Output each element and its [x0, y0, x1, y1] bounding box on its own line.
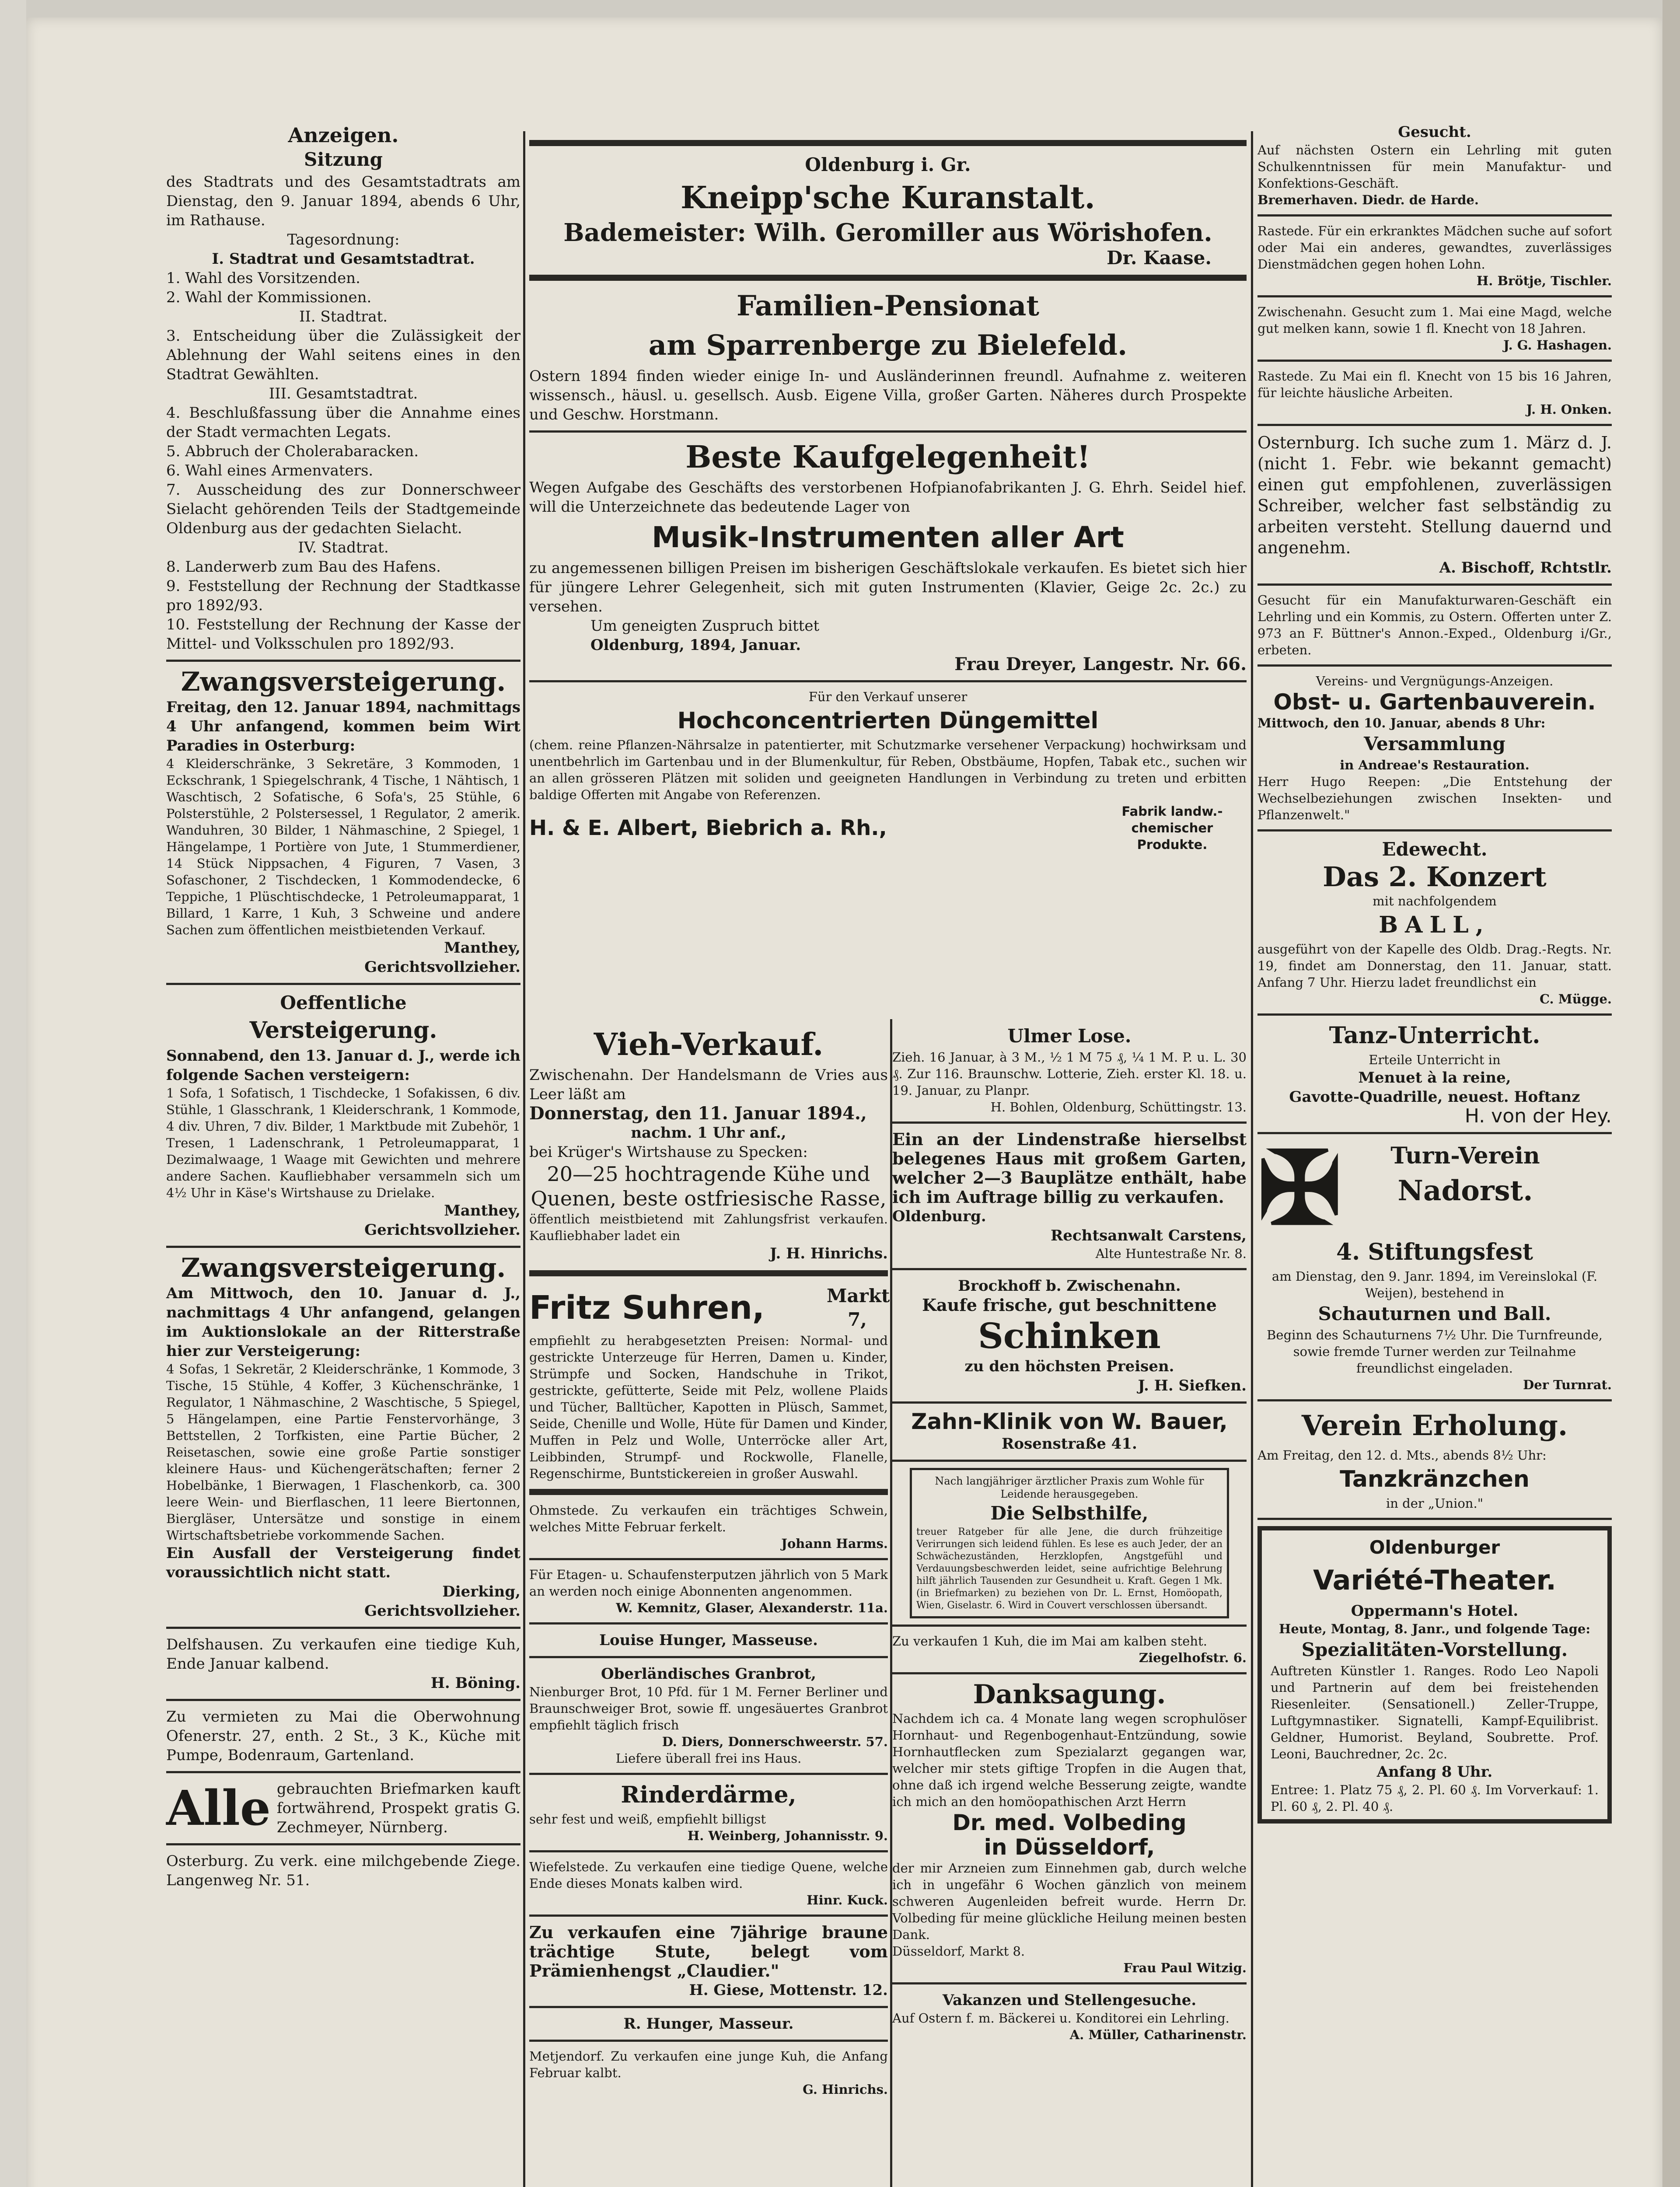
musik-date: Oldenburg, 1894, Januar. [590, 636, 801, 654]
stiftungsfest-text: am Dienstag, den 9. Janr. 1894, im Vereinslokal (F. Weijen), bestehend in [1271, 1269, 1598, 1300]
granbrot-title: Oberländisches Granbrot, [601, 1665, 817, 1683]
heavy-rule [529, 1489, 888, 1495]
rastede-ad-2: Rastede. Zu Mai ein fl. Knecht von 15 bis 16 Jahren, für leichte häusliche Arbeiten. [1257, 369, 1612, 400]
kuh-ad: Zu verkaufen 1 Kuh, die im Mai am kalben steht. [892, 1634, 1207, 1649]
musik-sign: Frau Dreyer, Langestr. Nr. 66. [954, 654, 1247, 674]
lindenstrasse-ad: Ein an der Lindenstraße hierselbst belegenes Haus mit großem Garten, welcher 2—3 Bauplätze enthält, habe ich im Auftrage billig zu verkaufen. [892, 1129, 1247, 1207]
albert-firm-subtitle: Fabrik landw.- chemischer Produkte. [1121, 804, 1223, 852]
signature: J. G. Hashagen. [1503, 338, 1612, 353]
signature: Ziegelhofstr. 6. [1139, 1650, 1247, 1665]
signature: H. Bohlen, Oldenburg, Schüttingstr. 13. [990, 1100, 1247, 1114]
obst-text: Herr Hugo Reepen: „Die Entstehung der Wechselbeziehungen zwischen Insekten- und Pflanzenwelt." [1257, 774, 1612, 822]
danksagung-text2: der mir Arzneien zum Einnehmen gab, durch welche ich in ungefähr 6 Wochen gänzlich von meinem schweren Augenleiden befreit wurde. Herrn Dr. Volbeding für meine glückliche Heilung meinen besten Dank. [892, 1861, 1247, 1942]
column-rule-2 [1251, 131, 1253, 2187]
schinken-head: Brockhoff b. Zwischenahn. [958, 1277, 1181, 1295]
gesucht-title: Gesucht. [1398, 123, 1471, 141]
danksagung-city: in Düsseldorf, [984, 1834, 1155, 1860]
versteigerung-body: 1 Sofa, 1 Sofatisch, 1 Tischdecke, 1 Sofakissen, 6 div. Stühle, 1 Glasschrank, 1 Kleiderschrank, 1 Kommode, 4 div. Uhren, 7 div. Bilder, 1 Marktbude mit Zubehör, 1 Tresen, 1 Ladenschrank, 1 Petroleumapparat, 1 Dezimalwaage, 1 Waage mit Gewichten und mehrere andere Sachen. Kaufliebhaber versammeln sich um 4½ Uhr in Käse's Wirtshause zu Drielake. [166, 1086, 520, 1200]
heavy-rule [529, 140, 1247, 146]
beste-kaufgelegenheit-text: Wegen Aufgabe des Geschäfts des verstorbenen Hofpianofabrikanten J. G. Ehrh. Seidel hief. will die Unterzeichnete das bedeutende Lager von [529, 479, 1247, 516]
granbrot-note: Liefere überall frei ins Haus. [615, 1751, 802, 1766]
stiftungsfest-title: 4. Stiftungsfest [1336, 1239, 1533, 1265]
divider [529, 1914, 888, 1917]
danksagung-title: Danksagung. [973, 1679, 1166, 1710]
agenda-item: 2. Wahl der Kommissionen. [166, 289, 372, 306]
divider [1257, 1013, 1612, 1016]
signature-title: Gerichtsvollzieher. [364, 1221, 520, 1239]
familien-pensionat-title: Familien-Pensionat [736, 290, 1040, 322]
vakanzen-title: Vakanzen und Stellengesuche. [942, 1991, 1197, 2009]
divider [166, 1771, 520, 1773]
obst-location: in Andreae's Restauration. [1340, 758, 1530, 772]
section-heading: II. Stadtrat. [299, 308, 388, 325]
signature: Bremerhaven. Diedr. de Harde. [1257, 192, 1479, 207]
familien-pensionat-text: Ostern 1894 finden wieder einige In- und Ausländerinnen freundl. Aufnahme z. weiteren wissensch., häusl. u. gesellsch. Ausb. Eigene Villa, großer Garten. Näheres durch Prospekte und Geschw. Horstmann. [529, 367, 1247, 423]
zwischenahn-ad: Zwischenahn. Gesucht zum 1. Mai eine Magd, welche gut melken kann, sowie 1 fl. Knecht von 18 Jahren. [1257, 304, 1612, 336]
vieh-text2: bei Krüger's Wirtshause zu Specken: [529, 1143, 808, 1161]
zahn-klinik-addr: Rosenstraße 41. [1002, 1435, 1137, 1453]
divider [1257, 829, 1612, 831]
signature: G. Hinrichs. [803, 2082, 888, 2097]
column-rule-1 [523, 131, 525, 2187]
signature: W. Kemnitz, Glaser, Alexanderstr. 11a. [616, 1600, 888, 1615]
selbsthilfe-title: Die Selbsthilfe, [990, 1502, 1149, 1524]
erholung-location: in der „Union." [1386, 1496, 1484, 1511]
signature: H. Brötje, Tischler. [1476, 273, 1612, 288]
variete-city: Oldenburger [1369, 1537, 1500, 1558]
agenda-item: 5. Abbruch der Cholerabaracken. [166, 443, 419, 460]
ohmstede-ad: Ohmstede. Zu verkaufen ein trächtiges Schwein, welches Mitte Februar ferkelt. [529, 1503, 888, 1534]
hunger-masseur-ad: R. Hunger, Masseur. [623, 2015, 794, 2033]
signature: A. Bischoff, Rchtstlr. [1439, 559, 1612, 576]
column-middle-left [529, 1024, 888, 2098]
selbsthilfe-text: treuer Ratgeber für alle Jene, die durch frühzeitige Verirrungen sich leidend fühlen. Es lese es auch Jeder, der an Schwächezuständen, Herzklopfen, Angstgefühl und Verdauungsbeschwerden leidet, seine aufrichtige Belehrung hilft jährlich Tausenden zur Gesundheit u. Kraft. Gegen 1 Mk. (in Briefmarken) zu beziehen von Dr. L. Ernst, Homöopath, Wien, Giselastr. 6. Wird in Couvert verschlossen übersandt. [916, 1527, 1222, 1611]
rinderdaerme-text: sehr fest und weiß, empfiehlt billigst [529, 1812, 766, 1827]
vieh-time: nachm. 1 Uhr anf., [631, 1124, 786, 1142]
hunger-ad: Louise Hunger, Masseuse. [599, 1632, 818, 1649]
signature: Manthey, [444, 939, 520, 957]
zahn-klinik-title: Zahn-Klinik von W. Bauer, [911, 1409, 1228, 1434]
alle-big-word: Alle [166, 1780, 271, 1836]
divider [529, 1622, 888, 1625]
vieh-big: 20—25 hochtragende Kühe und Quenen, beste ostfriesische Rasse, [531, 1162, 887, 1210]
variete-spezial: Spezialitäten-Vorstellung. [1301, 1639, 1568, 1660]
konzert-title: Das 2. Konzert [1323, 861, 1547, 893]
rinderdaerme-title: Rinderdärme, [621, 1782, 796, 1808]
verein-erholung-title: Verein Erholung. [1301, 1409, 1568, 1442]
divider [529, 1850, 888, 1852]
tanzkraenzchen-title: Tanzkränzchen [1340, 1466, 1530, 1492]
divider [1257, 1518, 1612, 1520]
lindenstrasse-place: Oldenburg. [892, 1208, 986, 1225]
divider [529, 430, 1247, 433]
divider [1257, 1132, 1612, 1134]
oeffentliche-title: Oeffentliche [280, 992, 407, 1013]
versteigerung-head: Sonnabend, den 13. Januar d. J., werde ich folgende Sachen versteigern: [166, 1047, 520, 1084]
danksagung-text: Nachdem ich ca. 4 Monate lang wegen scrophulöser Hornhaut- und Regenbogenhaut-Entzündung, sowie Hornhautflecken zum Spezialarzt gegangen war, welcher mir stets giftige Tropfen in die Augen that, ohne daß ich irgend welche Besserung zeigte, wandte ich mich an den homöopathischen Arzt Herrn [892, 1711, 1247, 1809]
signature: J. H. Hinrichs. [770, 1245, 888, 1262]
etagen-ad: Für Etagen- u. Schaufensterputzen jährlich von 5 Mark an werden noch einige Abonnenten angenommen. [529, 1567, 888, 1599]
divider [892, 1401, 1247, 1404]
fritz-suhren-addr: Markt 7, [827, 1285, 890, 1330]
schauturnen-title: Schauturnen und Ball. [1318, 1303, 1551, 1324]
signature: H. Böning. [430, 1674, 520, 1692]
obst-date: Mittwoch, den 10. Januar, abends 8 Uhr: [1257, 716, 1546, 730]
stute-ad: Zu verkaufen eine 7jährige braune trächtige Stute, belegt vom Prämienhengst „Claudier." [529, 1922, 888, 1981]
column-middle [529, 122, 1247, 853]
wiefelstede-ad: Wiefelstede. Zu verkaufen eine tiedige Quene, welche Ende dieses Monats kalben wird. [529, 1859, 888, 1891]
sparrenberge-title: am Sparrenberge zu Bielefeld. [648, 329, 1128, 362]
delfshausen-ad: Delfshausen. Zu verkaufen eine tiedige Kuh, Ende Januar kalbend. [166, 1636, 520, 1673]
danksagung-doctor: Dr. med. Volbeding [952, 1810, 1187, 1835]
kneipp-title: Kneipp'sche Kuranstalt. [681, 179, 1095, 216]
signature: Frau Paul Witzig. [1123, 1960, 1247, 1975]
vieh-date: Donnerstag, den 11. Januar 1894., [529, 1103, 867, 1124]
column-right [1257, 122, 1612, 1824]
schinken-text: zu den höchsten Preisen. [964, 1358, 1174, 1375]
beste-kaufgelegenheit-title: Beste Kaufgelegenheit! [685, 439, 1090, 475]
divider [529, 1656, 888, 1658]
stiftungsfest-text2: Beginn des Schauturnens 7½ Uhr. Die Turnfreunde, sowie fremde Turner werden zur Teilnahme freundlichst eingeladen. [1267, 1328, 1603, 1376]
divider [529, 1558, 888, 1560]
schinken-big: Schinken [978, 1315, 1161, 1356]
divider [1257, 1399, 1612, 1401]
heavy-rule [529, 275, 1247, 281]
sitzung-title: Sitzung [304, 149, 383, 170]
signature-addr: Alte Huntestraße Nr. 8. [1095, 1246, 1247, 1261]
variete-entry: Entree: 1. Platz 75 ₰, 2. Pl. 60 ₰. Im Vorverkauf: 1. Pl. 60 ₰, 2. Pl. 40 ₰. [1271, 1782, 1599, 1814]
agenda-item: 4. Beschlußfassung über die Annahme eines der Stadt vermachten Legats. [166, 404, 520, 441]
divider [529, 2040, 888, 2042]
column-middle-right [892, 1024, 1247, 2043]
divider [1257, 664, 1612, 667]
divider [1257, 424, 1612, 426]
duenge-intro: Für den Verkauf unserer [808, 689, 967, 704]
anzeigen-heading: Anzeigen. [288, 123, 399, 147]
signature-title: Gerichtsvollzieher. [364, 958, 520, 976]
divider [892, 1121, 1247, 1124]
zwangsversteigerung-1-head: Freitag, den 12. Januar 1894, nachmittags 4 Uhr anfangend, kommen beim Wirt Paradies in Osterburg: [166, 699, 520, 755]
zwangsversteigerung-2-note: Ein Ausfall der Versteigerung findet voraussichtlich nicht statt. [166, 1544, 520, 1581]
versteigerung-title: Versteigerung. [249, 1017, 437, 1044]
divider [166, 1246, 520, 1248]
turnverein-cross-icon: ✠ [1257, 1140, 1342, 1237]
agenda-item: 6. Wahl eines Armenvaters. [166, 462, 374, 479]
agenda-item: 3. Entscheidung über die Zulässigkeit der Ablehnung der Wahl seitens eines in den Stadtrat Gewählten. [166, 327, 520, 383]
selbsthilfe-pre: Nach langjähriger ärztlicher Praxis zum Wohle für Leidende herausgegeben. [935, 1475, 1204, 1500]
danksagung-place: Düsseldorf, Markt 8. [892, 1944, 1025, 1959]
tanz-gavotte: Gavotte-Quadrille, neuest. Hoftanz [1289, 1088, 1580, 1106]
sitzung-intro: des Stadtrats und des Gesamtstadtrats am Dienstag, den 9. Januar 1894, abends 6 Uhr, im Rathause. [166, 173, 520, 229]
nadorst-title: Nadorst. [1397, 1174, 1533, 1207]
duenge-text: (chem. reine Pflanzen-Nährsalze in patentierter, mit Schutzmarke versehener Verpackung) hochwirksam und unentbehrlich im Gartenbau und in der Blumenkultur, für Reben, Obstbäume, Hopfen, Tabak etc., suchen wir an allen grösseren Plätzen mit soliden und geeigneten Handlungen in Verbindung zu treten und erbitten baldige Offerten mit Angabe von Referenzen. [529, 737, 1247, 802]
agenda-item: 8. Landerwerb zum Bau des Hafens. [166, 558, 441, 576]
signature: C. Mügge. [1539, 992, 1612, 1006]
section-heading: IV. Stadtrat. [298, 539, 389, 556]
divider [892, 1625, 1247, 1627]
osterburg-ad: Osterburg. Zu verk. eine milchgebende Ziege. Langenweg Nr. 51. [166, 1852, 520, 1889]
variete-title: Variété-Theater. [1313, 1564, 1556, 1596]
ulmer-lose-text: Zieh. 16 Januar, à 3 M., ½ 1 M 75 ₰, ¼ 1 M. P. u. L. 30 ₰. Zur 116. Braunschw. Lotterie, Zieh. erster Kl. 18. u. 19. Januar, zu Planpr. [892, 1050, 1247, 1098]
divider [166, 983, 520, 985]
zwangsversteigerung-2-title: Zwangsversteigerung. [181, 1253, 506, 1283]
variete-date: Heute, Montag, 8. Janr., und folgende Tage: [1278, 1621, 1591, 1636]
versammlung-title: Versammlung [1364, 733, 1505, 755]
signature: H. Weinberg, Johannisstr. 9. [687, 1828, 888, 1843]
briefmarken-ad: gebrauchten Briefmarken kauft fortwährend, Prospekt gratis G. Zechmeyer, Nürnberg. [276, 1780, 520, 1836]
osternburg-ad: Osternburg. Ich suche zum 1. März d. J. (nicht 1. Febr. wie bekannt gemacht) einen gut empfohlenen, zuverlässigen Schreiber, welcher fast selbständig zu arbeiten versteht. Stellung dauernd und angenehm. [1257, 433, 1612, 557]
signature: Manthey, [444, 1202, 520, 1219]
granbrot-text: Nienburger Brot, 10 Pfd. für 1 M. Ferner Berliner und Braunschweiger Brot, sowie ff. ungesäuertes Granbrot empfiehlt täglich frisch [529, 1684, 888, 1733]
zwangsversteigerung-1-title: Zwangsversteigerung. [181, 667, 506, 697]
signature: Der Turnrat. [1523, 1377, 1612, 1392]
divider [892, 1460, 1247, 1462]
kneipp-place: Oldenburg i. Gr. [805, 154, 971, 175]
konzert-text: ausgeführt von der Kapelle des Oldb. Drag.-Regts. Nr. 19, findet am Donnerstag, den 11. Januar, statt. Anfang 7 Uhr. Hierzu ladet freundlichst ein [1257, 942, 1612, 990]
variete-hotel: Oppermann's Hotel. [1351, 1602, 1519, 1620]
divider [529, 680, 1247, 682]
divider [529, 1773, 888, 1775]
divider [529, 2006, 888, 2008]
divider [166, 1843, 520, 1845]
vieh-verkauf-title: Vieh-Verkauf. [594, 1026, 824, 1062]
signature: Dierking, [442, 1583, 520, 1600]
signature: Hinr. Kuck. [807, 1893, 888, 1908]
heavy-rule [529, 1270, 888, 1276]
divider [892, 1982, 1247, 1984]
signature: H. Giese, Mottenstr. 12. [689, 1981, 888, 1999]
section-heading: III. Gesamtstadtrat. [269, 385, 418, 402]
divider [892, 1672, 1247, 1674]
signature: H. von der Hey. [1464, 1105, 1612, 1127]
agenda-item: 7. Ausscheidung des zur Donnerschweer Sielacht gehörenden Teils der Stadtgemeinde Oldenburg aus der gedachten Sielacht. [166, 481, 520, 537]
page-edge-right [1663, 0, 1680, 2187]
section-heading: I. Stadtrat und Gesamtstadtrat. [212, 250, 475, 268]
kneipp-doctor: Dr. Kaase. [1107, 247, 1212, 269]
signature: D. Diers, Donnerschweerstr. 57. [662, 1734, 888, 1749]
gesucht-text: Auf nächsten Ostern ein Lehrling mit guten Schulkenntnissen für mein Manufaktur- und Konfektions-Geschäft. [1257, 143, 1612, 191]
kneipp-line: Bademeister: Wilh. Geromiller aus Wörishofen. [563, 218, 1212, 247]
divider [1257, 214, 1612, 217]
edewecht-title: Edewecht. [1382, 838, 1488, 860]
divider [166, 1699, 520, 1701]
variete-start: Anfang 8 Uhr. [1376, 1763, 1493, 1781]
albert-firm: H. & E. Albert, Biebrich a. Rh., [529, 816, 887, 840]
ball-title: BALL, [1379, 912, 1491, 938]
turnverein-title: Turn-Verein [1390, 1142, 1540, 1169]
tanz-text: Erteile Unterricht in [1369, 1052, 1501, 1067]
vereins-heading: Vereins- und Vergnügungs-Anzeigen. [1316, 674, 1554, 688]
divider [892, 1268, 1247, 1270]
vermieten-ad: Zu vermieten zu Mai die Oberwohnung Ofenerstr. 27, enth. 2 St., 3 K., Küche mit Pumpe, Bodenraum, Gartenland. [166, 1708, 520, 1764]
vieh-text3: öffentlich meistbietend mit Zahlungsfrist verkaufen. Kaufliebhaber ladet ein [529, 1212, 888, 1243]
column-left [166, 122, 520, 1890]
tagesordnung: Tagesordnung: [287, 231, 400, 248]
signature: A. Müller, Catharinenstr. [1069, 2027, 1247, 2042]
musik-instrumenten-title: Musik-Instrumenten aller Art [652, 521, 1124, 554]
manufaktur-ad: Gesucht für ein Manufakturwaren-Geschäft ein Lehrling und ein Kommis, zu Ostern. Offerten unter Z. 973 an F. Büttner's Annon.-Exped., Oldenburg i/Gr., erbeten. [1257, 593, 1612, 657]
obst-verein-title: Obst- u. Gartenbauverein. [1273, 689, 1596, 715]
vakanzen-text: Auf Ostern f. m. Bäckerei u. Konditorei ein Lehrling. [892, 2011, 1229, 2026]
agenda-item: 10. Feststellung der Rechnung der Kasse der Mittel- und Volksschulen pro 1892/93. [166, 616, 520, 653]
signature-title: Gerichtsvollzieher. [364, 1602, 520, 1620]
metjendorf-ad: Metjendorf. Zu verkaufen eine junge Kuh, die Anfang Februar kalbt. [529, 2049, 888, 2080]
rastede-ad-1: Rastede. Für ein erkranktes Mädchen suche auf sofort oder Mai ein anderes, gewandtes, zuverlässiges Dienstmädchen gegen hohen Lohn. [1257, 224, 1612, 272]
zwangsversteigerung-2-body: 4 Sofas, 1 Sekretär, 2 Kleiderschränke, 1 Kommode, 3 Tische, 15 Stühle, 4 Koffer, 3 Küchenschränke, 1 Regulator, 1 Nähmaschine, 2 Waschtische, 5 Spiegel, 5 Hängelampen, eine Partie Fenstervorhänge, 3 Bettstellen, 2 Torfkisten, eine Partie Bücher, 2 Reisetaschen, sowie eine große Partie sonstiger kleinere Haus- und Küchengerätschaften; ferner 2 Hobelbänke, 1 Bierwagen, 1 Flaschenkorb, ca. 300 leere Wein- und Bierflaschen, 11 leere Biertonnen, Biergläser, Untersätze und sonstige in einem Wirtschaftsbetriebe vorkommende Sachen. [166, 1362, 520, 1543]
tanz-menuet: Menuet à la reine, [1358, 1069, 1511, 1087]
zwangsversteigerung-2-head: Am Mittwoch, den 10. Januar d. J., nachmittags 4 Uhr anfangend, gelangen im Auktionslokale an der Ritterstraße hier zur Versteigerung: [166, 1285, 520, 1360]
agenda-item: 9. Feststellung der Rechnung der Stadtkasse pro 1892/93. [166, 577, 520, 614]
musik-text: zu angemessenen billigen Preisen im bisherigen Geschäftslokale verkaufen. Es bietet sich hier für jüngere Lehrer Gelegenheit, sich mit guten Instrumenten (Klavier, Geige 2c. 2c.) zu versehen. [529, 559, 1247, 615]
divider [1257, 360, 1612, 362]
page-edge-left [0, 0, 26, 2187]
fritz-suhren-text: empfiehlt zu herabgesetzten Preisen: Normal- und gestrickte Unterzeuge für Herren, Damen u. Kinder, Strümpfe und Socken, Handschuhe in Trikot, gestrickte, gefütterte, Seide mit Pelz, wollene Plaids und Tücher, Balltücher, Kapotten in Plüsch, Sammet, Seide, Chenille und Wolle, Hüte für Damen und Kinder, Muffen in Pelz und Wolle, Unterröcke aller Art, Leibbinden, Strumpf- und Rockwolle, Flanelle, Regenschirme, Buntstickereien in großer Auswahl. [529, 1333, 888, 1481]
signature: J. H. Onken. [1526, 402, 1612, 417]
erholung-text: Am Freitag, den 12. d. Mts., abends 8½ Uhr: [1257, 1448, 1547, 1463]
ulmer-lose-title: Ulmer Lose. [1007, 1025, 1132, 1047]
zwangsversteigerung-1-body: 4 Kleiderschränke, 3 Sekretäre, 3 Kommoden, 1 Eckschrank, 1 Spiegelschrank, 4 Tische, 1 Nähtisch, 1 Waschtisch, 2 Sofatische, 6 Sofa's, 25 Stühle, 6 Polsterstühle, 2 Polstersessel, 1 Regulator, 2 amerik. Wanduhren, 30 Bilder, 1 Nähmaschine, 2 Spiegel, 1 Hängelampe, 1 Portière von Jute, 1 Stummerdiener, 14 Stück Nippsachen, 4 Figuren, 7 Vasen, 3 Sofaschoner, 2 Tischdecken, 1 Kommodendecke, 6 Teppiche, 1 Plüschtischdecke, 1 Petroleumapparat, 1 Billard, 1 Karre, 1 Kuh, 3 Schweine und andere Sachen zum öffentlichen meistbietenden Verkauf. [166, 756, 520, 937]
tanz-unterricht-title: Tanz-Unterricht. [1329, 1022, 1540, 1049]
variete-box [1257, 1526, 1612, 1824]
divider [166, 1627, 520, 1629]
signature: Rechtsanwalt Carstens, [1051, 1227, 1247, 1244]
musik-bitte: Um geneigten Zuspruch bittet [590, 617, 820, 635]
signature: Johann Harms. [781, 1536, 888, 1551]
variete-text: Auftreten Künstler 1. Ranges. Rodo Leo Napoli und Partnerin auf dem bei freistehenden Riesenleiter. (Sensationell.) Zeller-Truppe, Luftgymnastiker. Signatelli, Kampf-Equilibrist. Geldner, Humorist. Beyland, Soubrette. Prof. Leoni, Bauchredner, 2c. 2c. [1271, 1663, 1599, 1761]
vieh-text: Zwischenahn. Der Handelsmann de Vries aus Leer läßt am [529, 1066, 888, 1103]
fritz-suhren-name: Fritz Suhren, [529, 1289, 765, 1327]
konzert-mit: mit nachfolgendem [1373, 894, 1497, 908]
divider [166, 660, 520, 662]
divider [1257, 583, 1612, 586]
divider [1257, 295, 1612, 297]
selbsthilfe-box [910, 1468, 1229, 1618]
schinken-head2: Kaufe frische, gut beschnittene [922, 1295, 1217, 1315]
duenge-title: Hochconcentrierten Düngemittel [677, 708, 1099, 734]
agenda-item: 1. Wahl des Vorsitzenden. [166, 269, 360, 287]
signature: J. H. Siefken. [1138, 1377, 1247, 1394]
